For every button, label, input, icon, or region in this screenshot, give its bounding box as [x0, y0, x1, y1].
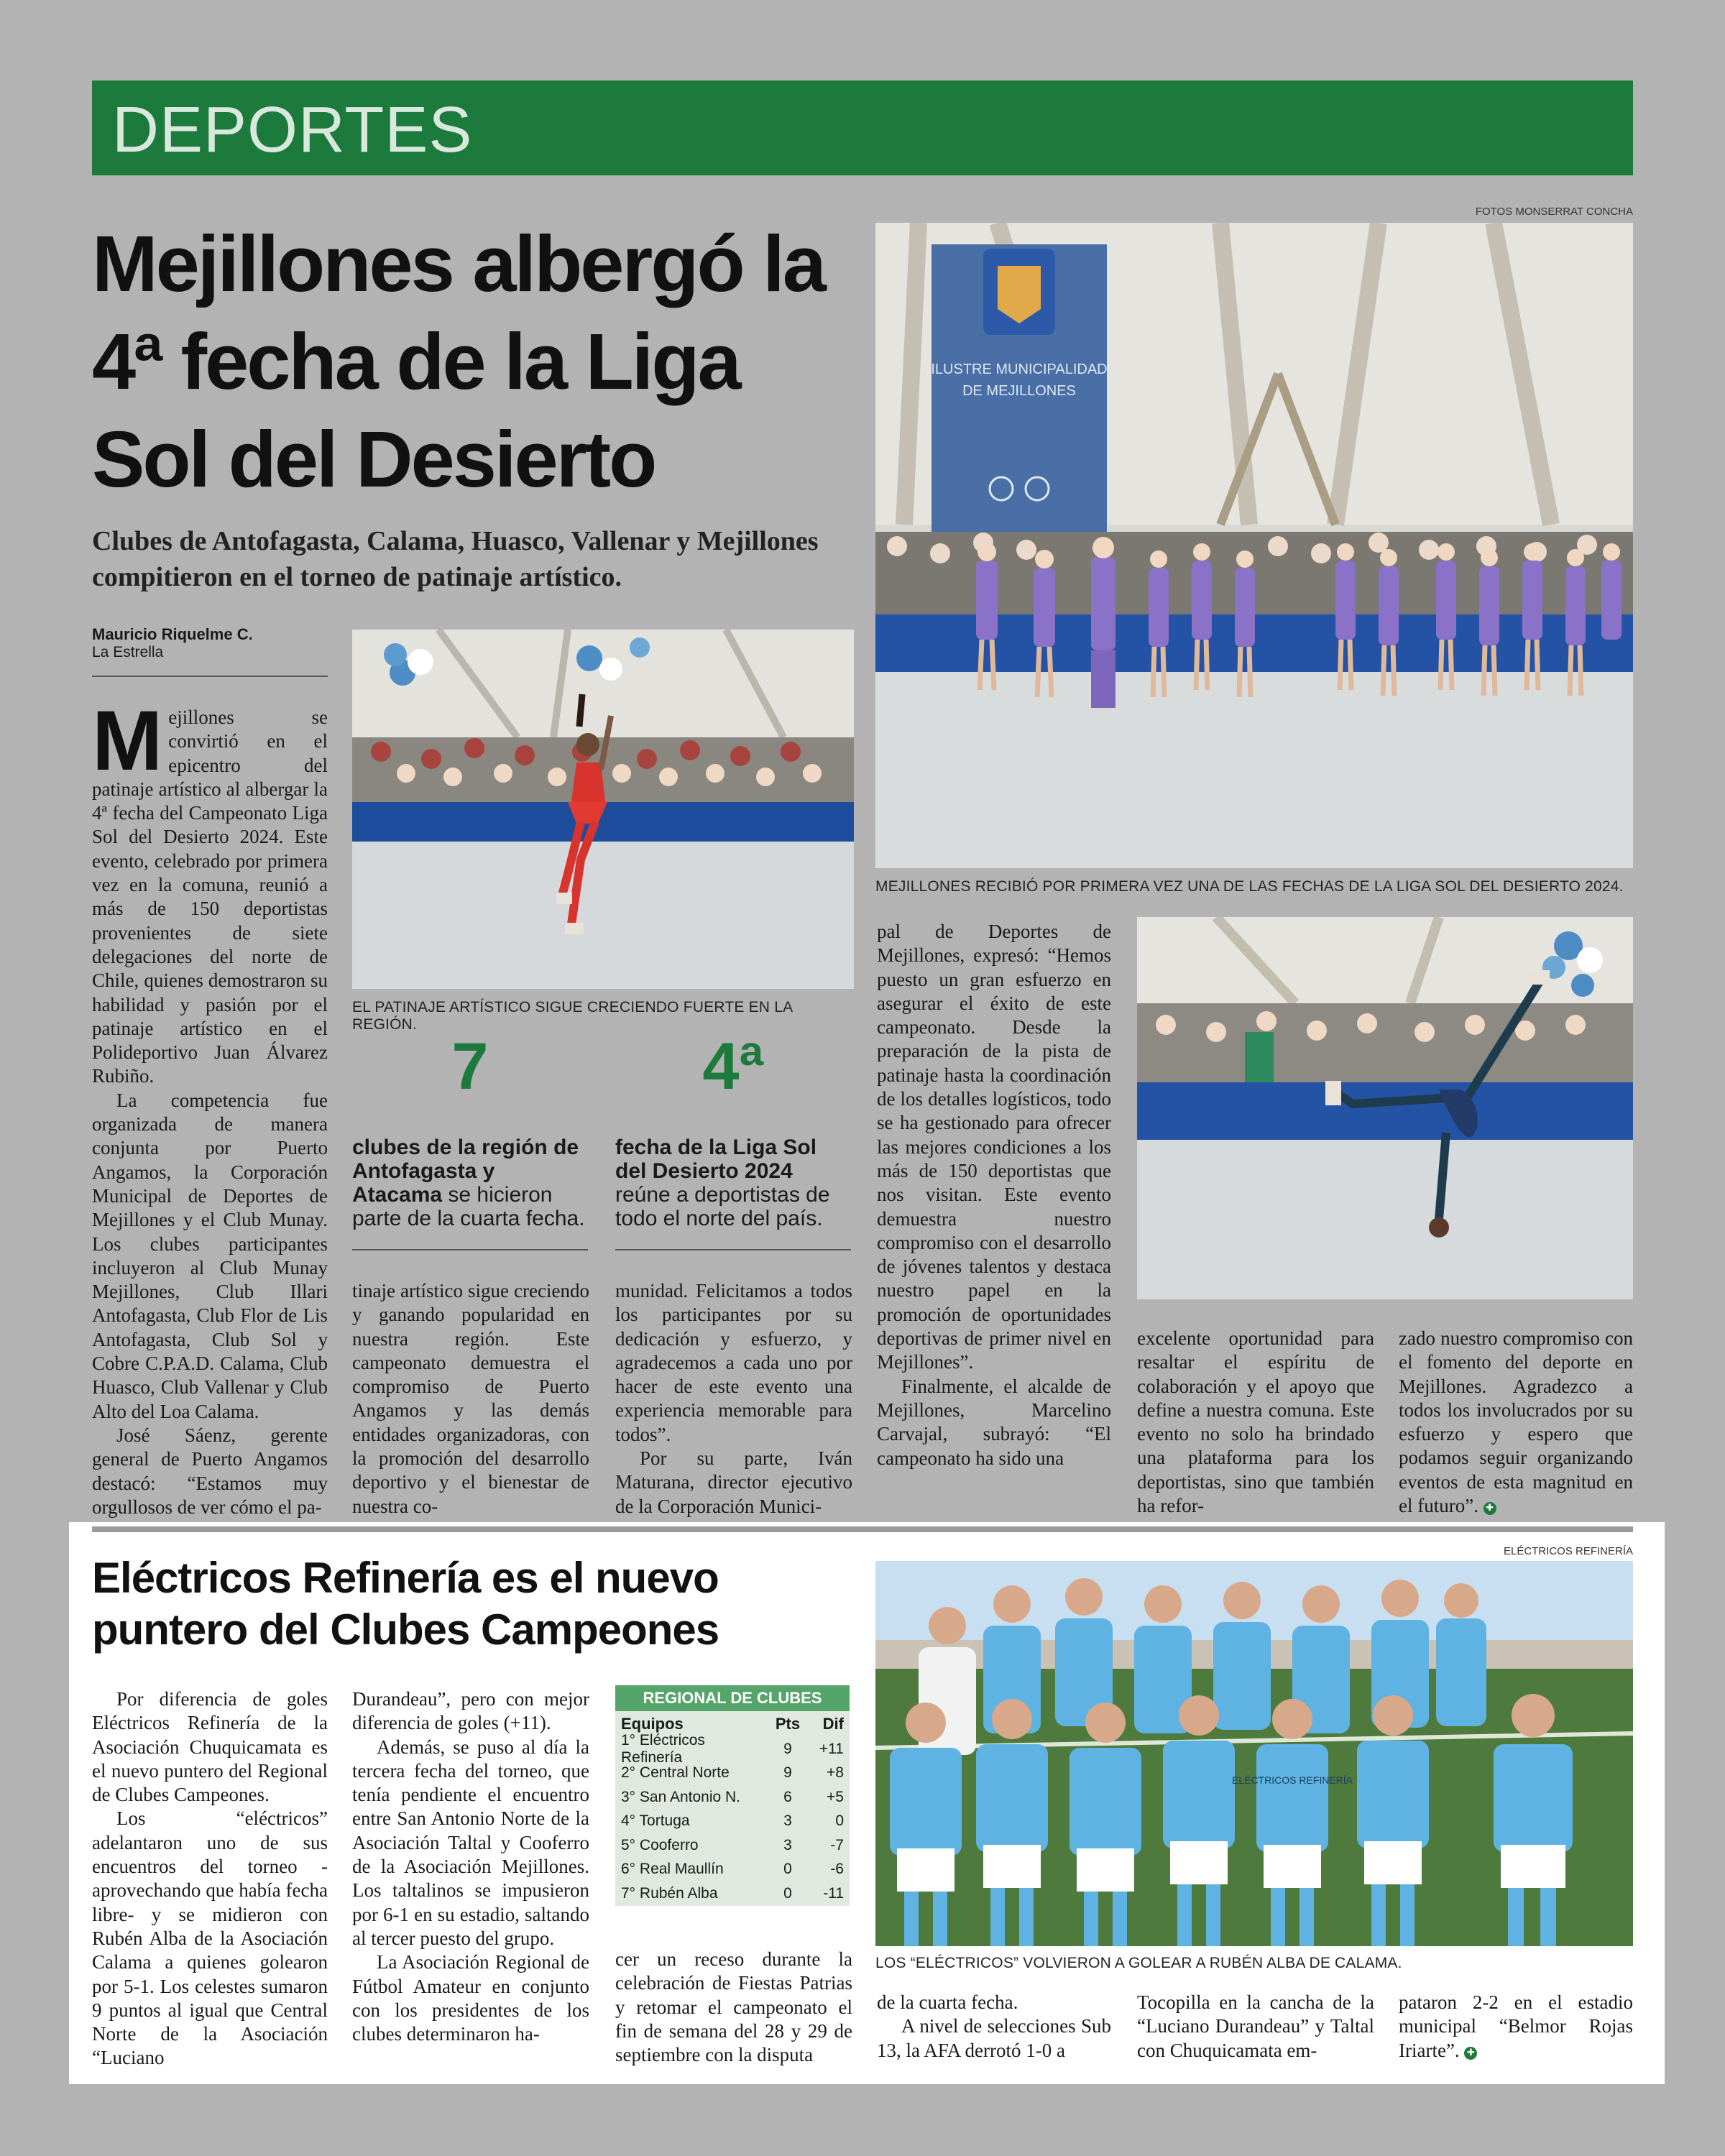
- author-name: Mauricio Riquelme C.: [92, 625, 253, 643]
- main-column-4: [877, 920, 1111, 1519]
- team-diff: -7: [830, 1836, 844, 1853]
- stat-1-text: [352, 1135, 589, 1230]
- football-team-photo-graphic: [875, 1561, 1633, 1946]
- second-col4-p2: A nivel de selecciones Sub 13, la AFA derrotó 1-0 a: [877, 2015, 1111, 2061]
- football-photo-caption: LOS “ELÉCTRICOS” VOLVIERON A GOLEAR A RUBÉN ALBA DE CALAMA.: [875, 1955, 1402, 1971]
- main-column-3: [615, 1279, 852, 1519]
- skater-spin-photo-graphic: [1137, 917, 1633, 1299]
- second-col2-p2: Además, se puso al día la tercera fecha del torneo, que tenía pendiente el encuentro entre San Antonio Norte de la Asociación Taltal y Cooferro de la Asociación Mejillones. Los taltalinos se impusieron por 6-1 en su estadio, saltando al tercer puesto del grupo.: [352, 1736, 589, 1949]
- team-points: 3: [783, 1836, 792, 1853]
- team-name: 3° San Antonio N.: [621, 1788, 741, 1805]
- second-headline: Eléctricos Refinería es el nuevo puntero del Clubes Campeones: [92, 1554, 719, 1654]
- stat-2-text: [615, 1135, 852, 1230]
- photo-credit-second: ELÉCTRICOS REFINERÍA: [1503, 1545, 1633, 1557]
- team-name: 5° Cooferro: [621, 1836, 699, 1853]
- second-col2-p1: Durandeau”, pero con mejor diferencia de goles (+11).: [352, 1688, 589, 1734]
- main-col1-p3: José Sáenz, gerente general de Puerto Angamos destacó: “Estamos muy orgullosos de ver cómo el pa-: [92, 1424, 328, 1518]
- second-column-1: [92, 1687, 328, 2068]
- table-row: [615, 1810, 850, 1834]
- second-col1-p1: Por diferencia de goles Eléctricos Refinería de la Asociación Chuquicamata es el nuevo puntero del Regional de Clubes Campeones.: [92, 1688, 328, 1806]
- second-col2-p3: La Asociación Regional de Fútbol Amateur en conjunto con los presidentes de los clubes determinaron ha-: [352, 1951, 589, 2045]
- team-diff: +8: [827, 1764, 844, 1782]
- team-name: 2° Central Norte: [621, 1764, 730, 1782]
- main-col6: zado nuestro compromiso con el fomento del deporte en Mejillones. Agradezco a todos los involucrados por su esfuerzo y espero que podamos seguir organizando eventos de esta magnitud en el futuro”.: [1399, 1327, 1633, 1517]
- header-points: Pts: [775, 1715, 801, 1733]
- second-column-6: [1399, 1991, 1633, 2070]
- team-points: 9: [783, 1764, 792, 1782]
- second-col5: Tocopilla en la cancha de la “Luciano Durandeau” y Taltal con Chuquicamata em-: [1137, 1991, 1374, 2061]
- second-article-rule: [92, 1526, 1633, 1532]
- main-column-5: [1137, 1327, 1374, 1519]
- second-column-2: [352, 1687, 589, 2068]
- table-row: [615, 1881, 850, 1906]
- table-row: [615, 1833, 850, 1858]
- table-row: [615, 1785, 850, 1810]
- stat-1-rule: [352, 1249, 588, 1250]
- team-name: 1° Eléctricos Refinería: [621, 1731, 705, 1766]
- section-title: DEPORTES: [112, 94, 473, 166]
- main-col5: excelente oportunidad para resaltar el espíritu de colaboración y el apoyo que define a nuestra comuna. Este evento no solo ha brindado una plataforma para los deportistas, sino que también ha refor-: [1137, 1327, 1374, 1517]
- team-name: 4° Tortuga: [621, 1812, 690, 1830]
- main-column-2: [352, 1279, 589, 1519]
- photo-skater-small: [352, 630, 854, 989]
- main-col4-p2: Finalmente, el alcalde de Mejillones, Marcelino Carvajal, subrayó: “El campeonato ha sido una: [877, 1375, 1111, 1469]
- team-diff: -11: [823, 1884, 844, 1902]
- main-column-1: [92, 706, 328, 1518]
- main-headline: Mejillones albergó la 4ª fecha de la Liga Sol del Desierto: [92, 220, 824, 504]
- header-diff: Dif: [822, 1715, 844, 1733]
- second-col3: cer un receso durante la celebración de Fiestas Patrias y retomar el campeonato el fin de semana del 28 y 29 de septiembre con la disputa: [615, 1948, 852, 2066]
- team-diff: -6: [830, 1861, 844, 1878]
- standings-table: [615, 1685, 850, 1906]
- second-col6: pataron 2-2 en el estadio municipal “Belmor Rojas Iriarte”.: [1399, 1991, 1633, 2061]
- table-row: [615, 1731, 850, 1766]
- second-col1-p2: Los “eléctricos” adelantaron uno de sus encuentros del torneo -aprovechando que había fecha libre- y se midieron con Rubén Alba de la Asociación Calama a quienes golearon por 5-1. Los celestes sumaron 9 puntos al igual que Central Norte de la Asociación “Luciano: [92, 1807, 328, 2068]
- header-teams: Equipos: [621, 1715, 684, 1733]
- team-diff: +11: [819, 1740, 844, 1757]
- main-col3-p2: Por su parte, Iván Maturana, director ejecutivo de la Corporación Munici-: [615, 1447, 852, 1517]
- stat-2-number: 4ª: [702, 1030, 764, 1103]
- second-column-3: [615, 1948, 852, 2070]
- end-of-article-icon: ✚: [1464, 2047, 1477, 2060]
- banner-line-1: ILUSTRE MUNICIPALIDAD: [931, 361, 1108, 377]
- stat-1-bold: clubes de la región de Antofagasta y Atacama: [352, 1135, 579, 1207]
- team-points: 6: [783, 1788, 792, 1805]
- second-column-4: [877, 1991, 1111, 2070]
- team-points: 0: [783, 1861, 792, 1878]
- photo-team-large: [875, 223, 1633, 868]
- team-points: 3: [783, 1812, 792, 1830]
- skater-photo-graphic: [352, 630, 854, 989]
- main-col1-p1: ejillones se convirtió en el epicentro del patinaje artístico al albergar la 4ª fecha del Campeonato Liga Sol del Desierto 2024. Este evento, celebrado por primera vez en la comuna, reunió a más de 150 deportistas provenientes de siete delegaciones del norte de Chile, quienes demostraron su habilidad y pasión por el patinaje artístico en el Polideportivo Juan Álvarez Rubiño.: [92, 706, 328, 1087]
- main-col2: tinaje artístico sigue creciendo y ganando popularidad en nuestra región. Este campeonato demuestra el compromiso de Puerto Angamos y las demás entidades organizadoras, con la promoción del desarrollo deportivo y el bienestar de nuestra co-: [352, 1280, 589, 1517]
- skating-team-photo-graphic: [875, 223, 1633, 868]
- team-points: 9: [783, 1740, 792, 1757]
- second-column-5: [1137, 1991, 1374, 2070]
- main-col3-p1: munidad. Felicitamos a todos los participantes por su dedicación y esfuerzo, y agradecemos a cada uno por hacer de este evento una experiencia memorable para todos”.: [615, 1280, 852, 1445]
- photo-skater-medium: [1137, 917, 1633, 1299]
- main-col4-p1: pal de Deportes de Mejillones, expresó: “Hemos puesto un gran esfuerzo en asegurar el éxito de este campeonato. Desde la preparación de la pista de patinaje hasta la coordinación de los detalles logísticos, todo se ha gestionado para ofrecer las mejores condiciones a los más de 150 deportistas que nos visitan. Este evento demuestra nuestro compromiso con el desarrollo de jóvenes talentos y destaca nuestro papel en la promoción de oportunidades deportivas de primer nivel en Mejillones”.: [877, 921, 1111, 1373]
- table-row: [615, 1858, 850, 1882]
- team-points: 0: [783, 1884, 792, 1902]
- large-photo-caption: MEJILLONES RECIBIÓ POR PRIMERA VEZ UNA DE LAS FECHAS DE LA LIGA SOL DEL DESIERTO 2024.: [875, 878, 1624, 895]
- small-photo-caption: EL PATINAJE ARTÍSTICO SIGUE CRECIENDO FUERTE EN LA REGIÓN.: [352, 999, 793, 1033]
- team-name: 6° Real Maullín: [621, 1861, 724, 1878]
- team-diff: +5: [827, 1788, 844, 1805]
- banner-line-2: DE MEJILLONES: [962, 383, 1076, 399]
- main-column-6: [1399, 1327, 1633, 1519]
- team-name: 7° Rubén Alba: [621, 1884, 718, 1902]
- byline: [92, 625, 329, 661]
- dropcap: M: [92, 706, 163, 788]
- author-outlet: La Estrella: [92, 644, 164, 660]
- main-col1-p2: La competencia fue organizada de manera conjunta por Puerto Angamos, la Corporación Municipal de Deportes de Mejillones y el Club Munay. Los clubes participantes incluyeron al Club Munay Mejillones, Club Illari Antofagasta, Club Flor de Lis Antofagasta, Club Sol y Cobre C.P.A.D. Calama, Club Huasco, Club Vallenar y Club Alto del Loa Calama.: [92, 1089, 328, 1422]
- stat-2-rest: reúne a deportistas de todo el norte del país.: [615, 1183, 830, 1230]
- team-diff: 0: [835, 1812, 844, 1830]
- stat-1-rest: se hicieron parte de la cuarta fecha.: [352, 1183, 585, 1230]
- end-of-article-icon: ✚: [1484, 1502, 1496, 1515]
- stat-2-bold: fecha de la Liga Sol del Desierto 2024: [615, 1135, 817, 1183]
- stat-2-rule: [615, 1249, 851, 1250]
- photo-credit-main: FOTOS MONSERRAT CONCHA: [1475, 206, 1633, 218]
- table-row: [615, 1761, 850, 1786]
- photo-football-team: [875, 1561, 1633, 1946]
- section-header: [92, 80, 1633, 175]
- byline-rule: [92, 676, 328, 677]
- jersey-text: ELÉCTRICOS REFINERÍA: [1231, 1774, 1353, 1786]
- stat-1-number: 7: [451, 1030, 489, 1103]
- main-deck: Clubes de Antofagasta, Calama, Huasco, Vallenar y Mejillones compitieron en el torneo de patinaje artístico.: [92, 526, 819, 592]
- standings-title: REGIONAL DE CLUBES: [615, 1685, 850, 1711]
- second-col4-p1: de la cuarta fecha.: [877, 1991, 1018, 2013]
